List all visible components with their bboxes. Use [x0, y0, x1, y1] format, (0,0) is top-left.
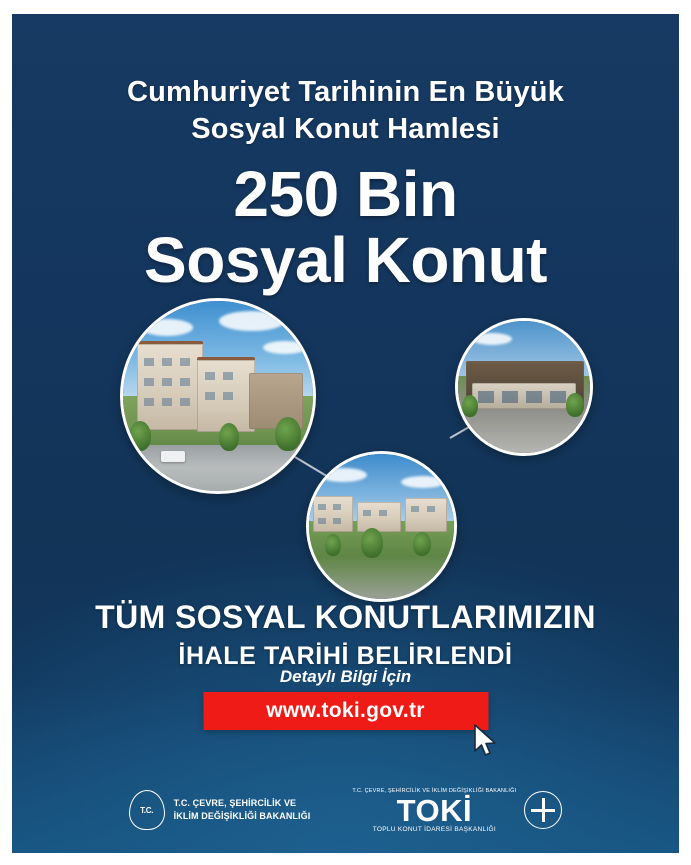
cloud	[472, 333, 512, 345]
headline-line-2: Sosyal Konut Hamlesi	[191, 113, 500, 146]
tree	[219, 423, 239, 451]
website-url-button[interactable]	[203, 692, 488, 730]
window	[318, 504, 326, 510]
car	[161, 451, 185, 462]
window	[223, 372, 233, 380]
window	[162, 378, 172, 386]
ministry-name-line-1: T.C. ÇEVRE, ŞEHİRCİLİK VE	[173, 798, 297, 809]
shopping-center-photo	[455, 318, 593, 456]
housing-estate-photo-content	[309, 454, 454, 599]
window	[550, 391, 566, 403]
tree	[129, 421, 151, 451]
toki-top-line: T.C. ÇEVRE, ŞEHİRCİLİK VE İKLİM DEĞİŞİKLİĞİ BAKANLIĞI	[352, 788, 517, 795]
toki-logo	[352, 787, 562, 833]
ministry-emblem-text: T.C.	[140, 805, 154, 815]
headline-big-line-2: Sosyal Konut	[144, 224, 547, 297]
photo-collage	[12, 296, 679, 586]
building	[405, 498, 447, 532]
cloud	[319, 468, 367, 482]
tree	[413, 532, 431, 556]
ground	[309, 521, 454, 599]
window	[478, 391, 494, 403]
website-url-label: www.toki.gov.tr	[266, 699, 425, 722]
subheadline-line-2: İHALE TARİHİ BELİRLENDİ	[178, 642, 513, 670]
building	[313, 496, 353, 532]
window	[144, 398, 154, 406]
cloud	[263, 341, 307, 354]
ministry-emblem-icon	[129, 790, 165, 830]
headline-big-line-1: 250 Bin	[233, 158, 458, 231]
toki-sub-line: TOPLU KONUT İDARESİ BAŞKANLIĞI	[372, 826, 496, 833]
ministry-name	[174, 797, 311, 823]
toki-wordmark	[352, 787, 516, 833]
window	[162, 358, 172, 366]
cloud	[401, 476, 445, 488]
tree	[325, 534, 341, 556]
tree	[275, 417, 301, 451]
window	[180, 398, 190, 406]
window	[180, 358, 190, 366]
housing-estate-photo	[306, 451, 457, 602]
window	[379, 510, 387, 516]
tree	[566, 393, 584, 417]
cloud	[219, 311, 285, 331]
window	[205, 372, 215, 380]
ministry-name-line-2: İKLİM DEĞİŞİKLİĞİ BAKANLIĞI	[173, 811, 311, 822]
window	[333, 504, 341, 510]
tree	[361, 528, 383, 558]
detail-label: Detaylı Bilgi İçin	[279, 667, 412, 686]
window	[502, 391, 518, 403]
window	[363, 510, 371, 516]
footer-logos	[12, 787, 679, 833]
window	[318, 518, 326, 524]
toki-symbol-icon	[524, 791, 562, 829]
tree	[462, 395, 478, 417]
building	[197, 357, 255, 432]
window	[180, 378, 190, 386]
ministry-logo	[129, 790, 311, 830]
window	[162, 398, 172, 406]
apartment-blocks-photo-content	[123, 301, 313, 491]
building	[137, 341, 203, 430]
window	[223, 392, 233, 400]
window	[411, 506, 419, 512]
window	[205, 392, 215, 400]
storefront	[472, 383, 576, 409]
poster-canvas	[12, 14, 679, 853]
window	[333, 518, 341, 524]
building	[357, 502, 401, 532]
shopping-center-photo-content	[458, 321, 590, 453]
subheadline-block	[12, 599, 679, 671]
subheadline-line-1: TÜM SOSYAL KONUTLARIMIZIN	[95, 599, 596, 635]
window	[144, 358, 154, 366]
cloud	[141, 319, 193, 336]
window	[427, 506, 435, 512]
mouse-pointer	[473, 724, 499, 758]
toki-word: TOKİ	[396, 792, 473, 828]
window	[526, 391, 542, 403]
headline-block	[12, 74, 679, 297]
road	[123, 445, 313, 491]
apartment-blocks-photo	[120, 298, 316, 494]
headline-line-1: Cumhuriyet Tarihinin En Büyük	[126, 76, 565, 108]
window	[144, 378, 154, 386]
